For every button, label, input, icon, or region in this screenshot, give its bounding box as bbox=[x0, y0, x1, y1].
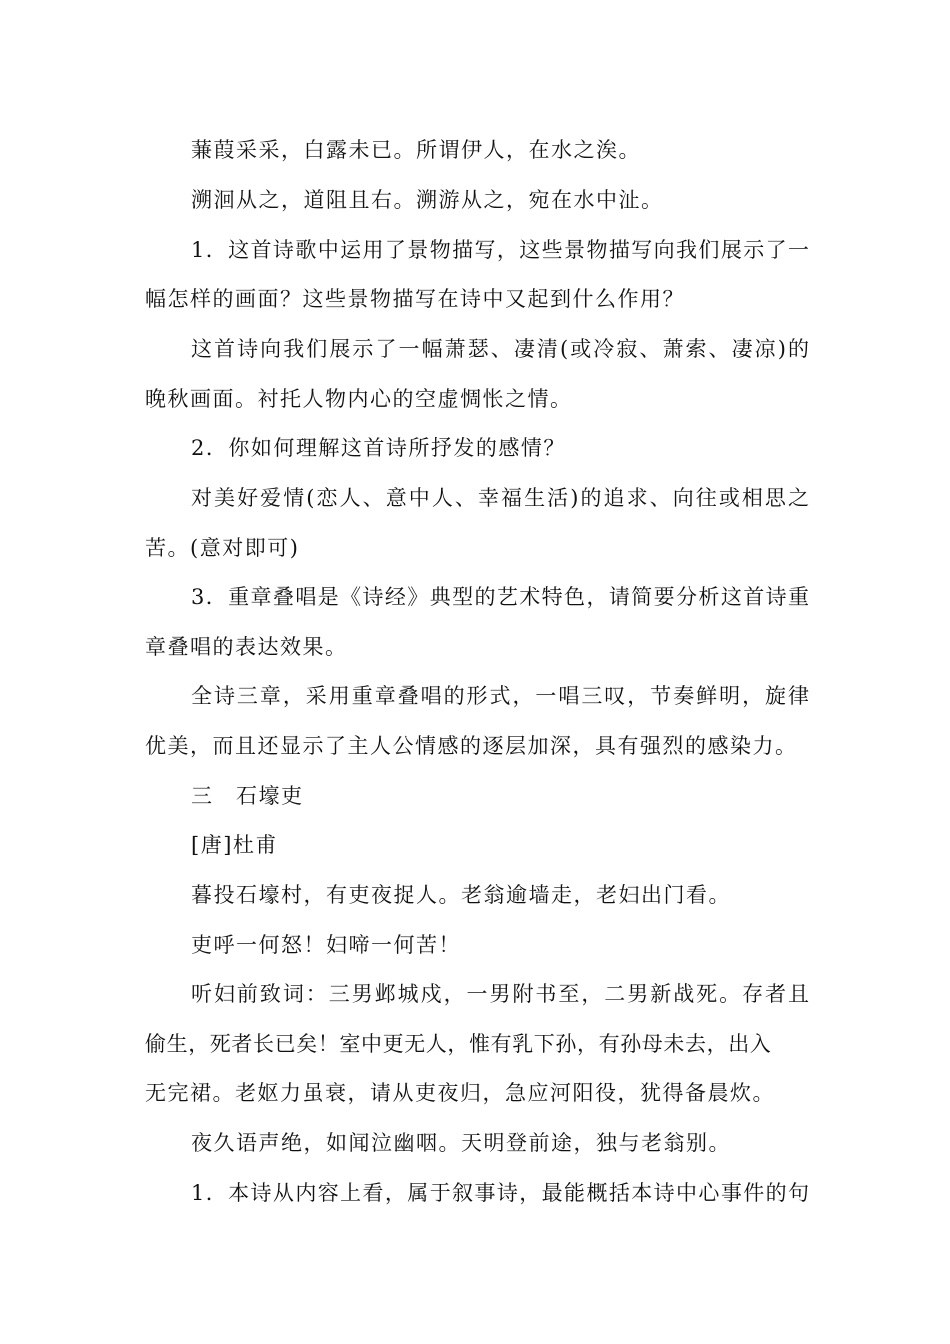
poem-line-5: 听妇前致词：三男邺城戍，一男附书至，二男新战死。存者且 bbox=[191, 982, 809, 1006]
answer-3-line-1: 全诗三章，采用重章叠唱的形式，一唱三叹，节奏鲜明，旋律 bbox=[191, 684, 809, 708]
poem-line-7: 无完裙。老妪力虽衰，请从吏夜归，急应河阳役，犹得备晨炊。 bbox=[145, 1081, 775, 1105]
poem-line-4: 吏呼一何怒！妇啼一何苦！ bbox=[191, 933, 461, 957]
answer-1-line-2: 晚秋画面。衬托人物内心的空虚惆怅之情。 bbox=[145, 387, 573, 411]
answer-3-line-2: 优美，而且还显示了主人公情感的逐层加深，具有强烈的感染力。 bbox=[145, 734, 798, 758]
poem-line-1: 蒹葭采采，白露未已。所谓伊人，在水之涘。 bbox=[191, 138, 641, 162]
question-1-line-1: 1．这首诗歌中运用了景物描写，这些景物描写向我们展示了一 bbox=[191, 238, 809, 262]
question-2: 2．你如何理解这首诗所抒发的感情？ bbox=[191, 436, 566, 460]
poem-line-2: 溯洄从之，道阻且右。溯游从之，宛在水中沚。 bbox=[191, 188, 664, 212]
question-1-line-2: 幅怎样的画面？这些景物描写在诗中又起到什么作用？ bbox=[145, 287, 685, 311]
answer-2-line-1: 对美好爱情(恋人、意中人、幸福生活)的追求、向往或相思之 bbox=[191, 486, 809, 510]
poem-line-8: 夜久语声绝，如闻泣幽咽。天明登前途，独与老翁别。 bbox=[191, 1131, 731, 1155]
answer-2-line-2: 苦。(意对即可) bbox=[145, 536, 300, 560]
poem-author: [唐]杜甫 bbox=[191, 833, 278, 857]
poem-line-3: 暮投石壕村，有吏夜捉人。老翁逾墙走，老妇出门看。 bbox=[191, 883, 731, 907]
question-3-line-1: 3．重章叠唱是《诗经》典型的艺术特色，请简要分析这首诗重 bbox=[191, 585, 809, 609]
question-4-line-1: 1．本诗从内容上看，属于叙事诗，最能概括本诗中心事件的句 bbox=[191, 1181, 809, 1205]
answer-1-line-1: 这首诗向我们展示了一幅萧瑟、凄清(或冷寂、萧索、凄凉)的 bbox=[191, 337, 809, 361]
question-3-line-2: 章叠唱的表达效果。 bbox=[145, 635, 348, 659]
poem-line-6: 偷生，死者长已矣！室中更无人，惟有乳下孙，有孙母未去，出入 bbox=[145, 1032, 772, 1056]
section-title: 三 石壕吏 bbox=[191, 784, 304, 808]
